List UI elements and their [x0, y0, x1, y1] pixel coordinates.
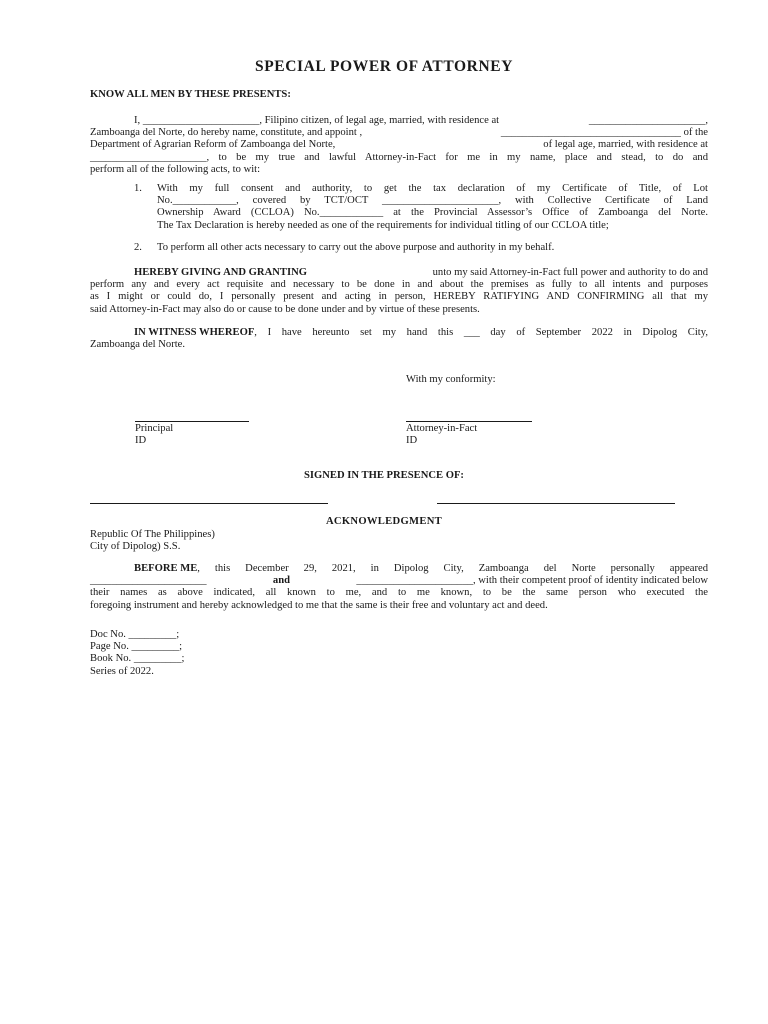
granting-line-3: as I might or could do, I personally present and acting in person, HEREBY RATIFYING AND CONFIRMING all that my	[90, 291, 708, 303]
book-no: Book No. _________;	[90, 653, 185, 665]
item-1-line-1: With my full consent and authority, to get the tax declaration of my Certificate of Title, of Lot	[157, 183, 708, 194]
notarial-block	[90, 629, 184, 678]
item-2-body	[157, 242, 708, 254]
before-me-line-3: their names as above indicated, all known to me, and to me known, to be the same person who executed the	[90, 587, 708, 599]
item-1-line-3: Ownership Award (CCLOA) No.____________ at the Provincial Assessor’s Office of Zamboanga del Norte.	[157, 207, 708, 219]
witness-bold: IN WITNESS WHEREOF	[134, 327, 255, 338]
attorney-id: ID	[406, 435, 418, 446]
venue-block	[90, 529, 215, 553]
page-no: Page No. _________;	[90, 641, 183, 653]
witness-line-1: , I have hereunto set my hand this ___ day of September 2022 in Dipolog City,	[254, 327, 708, 338]
intro-line-2b: __________________________________ of the	[500, 127, 708, 139]
before-me-line-4: foregoing instrument and hereby acknowledged to me that the same is their free and voluntary act and deed.	[90, 599, 548, 611]
intro-line-1a: I, ______________________, Filipino citizen, of legal age, married, with residence at	[134, 115, 500, 126]
granting-paragraph	[90, 267, 708, 316]
witness-paragraph	[90, 327, 708, 351]
item-1-body	[157, 183, 708, 232]
document-title: SPECIAL POWER OF ATTORNEY	[254, 58, 514, 75]
item-1-line-4: The Tax Declaration is hereby needed as one of the requirements for individual titling of our CCLOA title;	[157, 219, 609, 231]
principal-label: Principal	[135, 423, 174, 434]
before-me-blank-1: ______________________	[90, 575, 207, 587]
granting-bold: HEREBY GIVING AND GRANTING	[134, 267, 307, 278]
principal-id: ID	[135, 435, 147, 446]
venue-line-2: City of Dipolog) S.S.	[90, 541, 181, 553]
signed-presence-heading: SIGNED IN THE PRESENCE OF:	[304, 470, 464, 481]
know-all-heading: KNOW ALL MEN BY THESE PRESENTS:	[90, 89, 291, 100]
intro-line-3b: of legal age, married, with residence at	[543, 139, 708, 151]
before-me-and: and	[272, 575, 291, 587]
attorney-signature-line	[406, 421, 532, 422]
item-1-number: 1.	[134, 183, 142, 194]
item-1-line-2: No.____________, covered by TCT/OCT ______________________, with Collective Certificate of Land	[157, 195, 708, 207]
granting-line-1: unto my said Attorney-in-Fact full power and authority to do and	[432, 267, 708, 278]
intro-line-4: ______________________, to be my true and lawful Attorney-in-Fact for me in my name, place and stead, to do and	[90, 151, 708, 163]
granting-line-4: said Attorney-in-Fact may also do or cause to be done under and by virtue of these presents.	[90, 303, 480, 315]
principal-signature-line	[135, 421, 249, 422]
intro-line-2a: Zamboanga del Norte, do hereby name, constitute, and appoint ,	[90, 127, 363, 139]
witness-2-signature-line	[437, 503, 675, 504]
witness-line-2: Zamboanga del Norte.	[90, 339, 186, 351]
before-me-line-2: ______________________, with their competent proof of identity indicated below	[356, 575, 708, 587]
acknowledgment-heading: ACKNOWLEDGMENT	[325, 516, 443, 527]
intro-line-1b: ______________________,	[588, 115, 708, 126]
before-me-paragraph	[90, 563, 708, 612]
item-2-number: 2.	[134, 242, 142, 253]
venue-line-1: Republic Of The Philippines)	[90, 529, 215, 540]
attorney-label: Attorney-in-Fact	[406, 423, 478, 434]
doc-no: Doc No. _________;	[90, 629, 180, 640]
series: Series of 2022.	[90, 665, 154, 677]
intro-paragraph	[90, 115, 708, 176]
before-me-bold: BEFORE ME	[134, 563, 198, 574]
intro-line-5: perform all of the following acts, to wit:	[90, 163, 261, 175]
granting-line-2: perform any and every act requisite and necessary to be done in and about the premises as fully to all intents and purposes	[90, 279, 708, 291]
conformity-label: With my conformity:	[406, 374, 496, 385]
item-2-line-1: To perform all other acts necessary to carry out the above purpose and authority in my behalf.	[157, 242, 555, 253]
intro-line-3a: Department of Agrarian Reform of Zamboanga del Norte,	[90, 139, 336, 151]
witness-1-signature-line	[90, 503, 328, 504]
before-me-line-1: , this December 29, 2021, in Dipolog City, Zamboanga del Norte personally appeared	[197, 563, 708, 574]
